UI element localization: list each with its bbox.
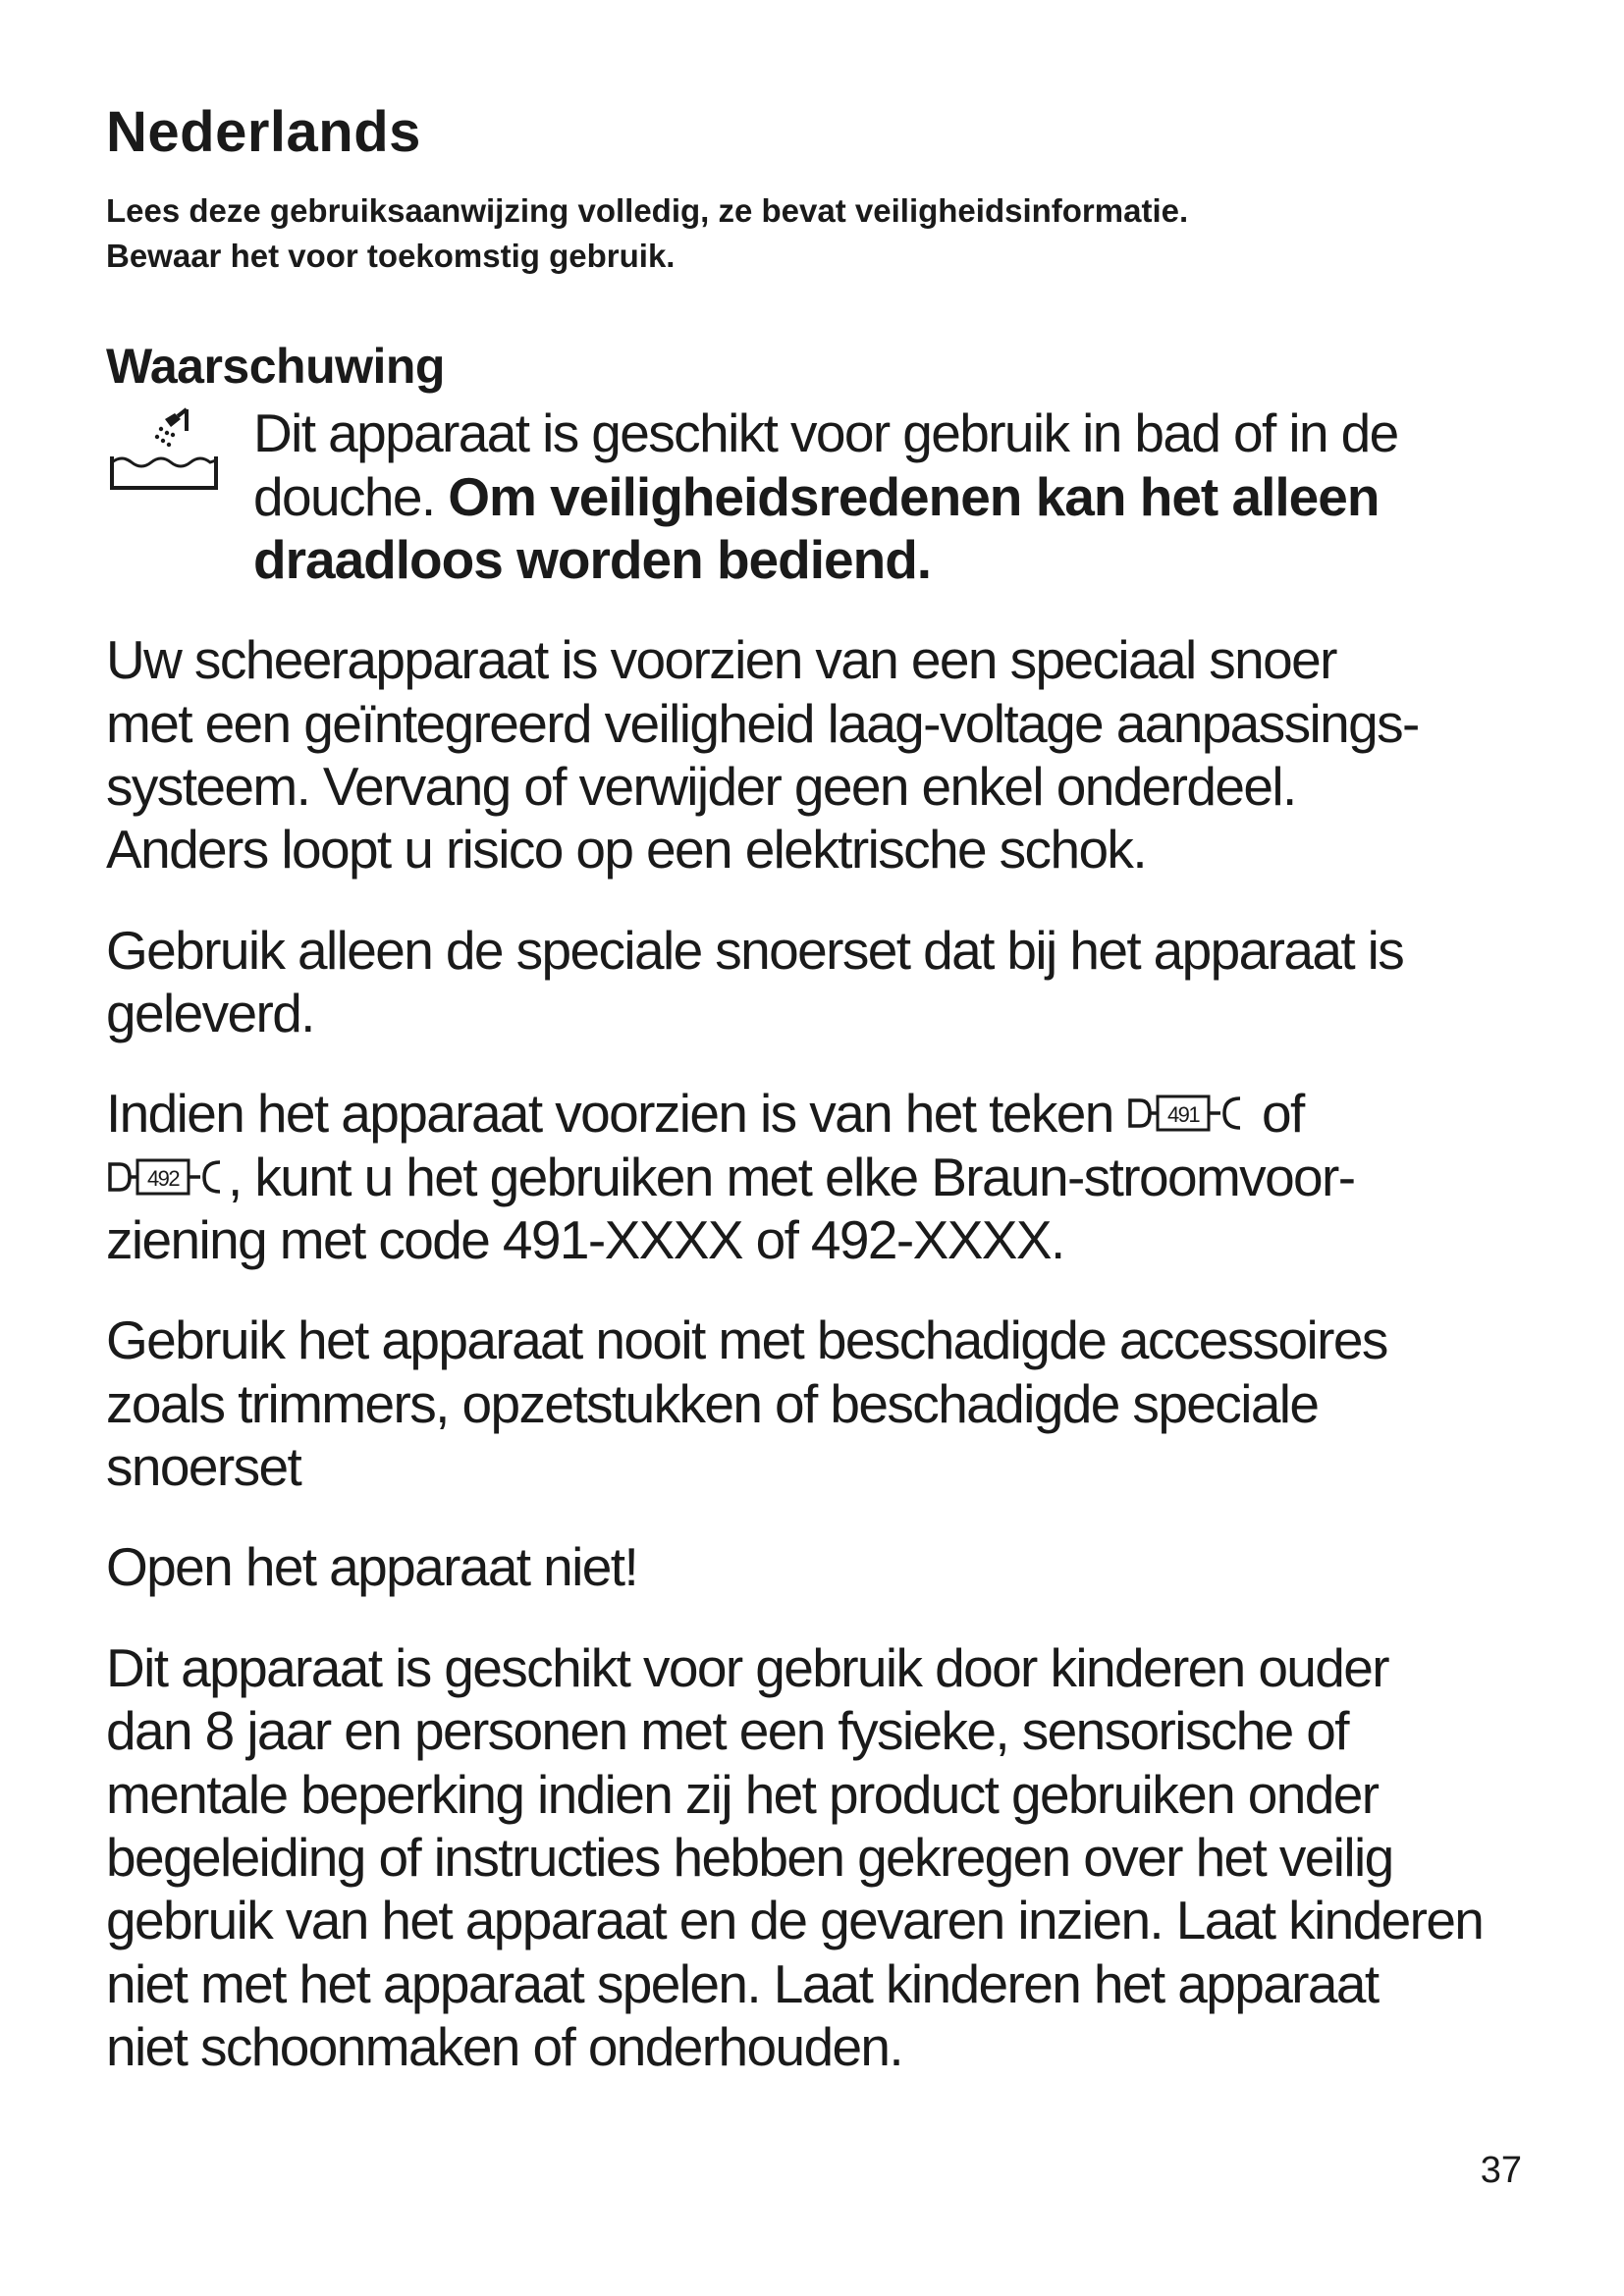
text-line: systeem. Vervang of verwijder geen enkel onderdeel. xyxy=(106,756,1296,818)
warning-line xyxy=(253,465,1398,528)
language-heading: Nederlands xyxy=(106,100,421,164)
bath-warning xyxy=(106,401,1540,591)
text-segment: , kunt u het gebruiken met elke Braun-stroomvoor- xyxy=(228,1146,1355,1207)
warning-heading: Waarschuwing xyxy=(106,339,445,395)
manual-page xyxy=(106,98,1540,2078)
warning-text-bold: draadloos worden bediend. xyxy=(253,529,932,590)
plug-symbol-icon xyxy=(1126,1089,1248,1138)
text-line: gebruik van het apparaat en de gevaren inzien. Laat kinderen xyxy=(106,1890,1484,1951)
intro-line: Bewaar het voor toekomstig gebruik. xyxy=(106,238,676,275)
warning-text-bold: Om veiligheidsredenen kan het alleen xyxy=(448,465,1380,527)
warning-text-regular: douche. xyxy=(253,465,449,527)
text-line: niet met het apparaat spelen. Laat kinderen het apparaat xyxy=(106,1952,1379,2014)
warning-line xyxy=(253,528,1398,591)
intro-text xyxy=(106,188,1540,281)
text-line: Gebruik het apparaat nooit met beschadigde accessoires xyxy=(106,1309,1387,1371)
cord-paragraph xyxy=(106,628,1540,881)
text-segment: Indien het apparaat voorzien is van het teken xyxy=(106,1083,1127,1145)
text-line: Open het apparaat niet! xyxy=(106,1536,638,1598)
page-number: 37 xyxy=(1480,2150,1522,2191)
cordset-paragraph xyxy=(106,919,1540,1045)
text-segment: of xyxy=(1248,1083,1304,1145)
text-line: niet schoonmaken of onderhouden. xyxy=(106,2015,903,2077)
plug-symbol-icon xyxy=(106,1152,228,1201)
text-line: zoals trimmers, opzetstukken of beschadigde speciale xyxy=(106,1372,1319,1434)
text-line: snoerset xyxy=(106,1436,301,1498)
children-paragraph xyxy=(106,1636,1540,2078)
plug-code-label: 491 xyxy=(1167,1102,1200,1128)
bath-shower-icon xyxy=(106,405,220,496)
open-warning-paragraph xyxy=(106,1535,1540,1598)
text-line: Gebruik alleen de speciale snoerset dat bij het apparaat is xyxy=(106,919,1404,981)
text-line xyxy=(106,1082,1540,1145)
text-line: met een geïntegreerd veiligheid laag-voltage aanpassings- xyxy=(106,692,1419,754)
codes-paragraph xyxy=(106,1082,1540,1271)
text-line: geleverd. xyxy=(106,983,314,1044)
text-line: Dit apparaat is geschikt voor gebruik door kinderen ouder xyxy=(106,1636,1388,1698)
text-line: mentale beperking indien zij het product gebruiken onder xyxy=(106,1763,1379,1825)
text-line: dan 8 jaar en personen met een fysieke, sensorische of xyxy=(106,1700,1348,1762)
text-line: Anders loopt u risico op een elektrische schok. xyxy=(106,819,1147,881)
intro-line: Lees deze gebruiksaanwijzing volledig, ze bevat veiligheidsinformatie. xyxy=(106,191,1189,229)
warning-line: Dit apparaat is geschikt voor gebruik in bad of in de xyxy=(253,402,1398,464)
plug-code-label: 492 xyxy=(147,1165,179,1191)
warning-text xyxy=(253,401,1398,591)
text-line: begeleiding of instructies hebben gekregen over het veilig xyxy=(106,1826,1393,1888)
text-line xyxy=(106,1146,1540,1208)
text-line: ziening met code 491-XXXX of 492-XXXX. xyxy=(106,1209,1064,1271)
text-line: Uw scheerapparaat is voorzien van een speciaal snoer xyxy=(106,629,1336,691)
accessories-paragraph xyxy=(106,1308,1540,1498)
